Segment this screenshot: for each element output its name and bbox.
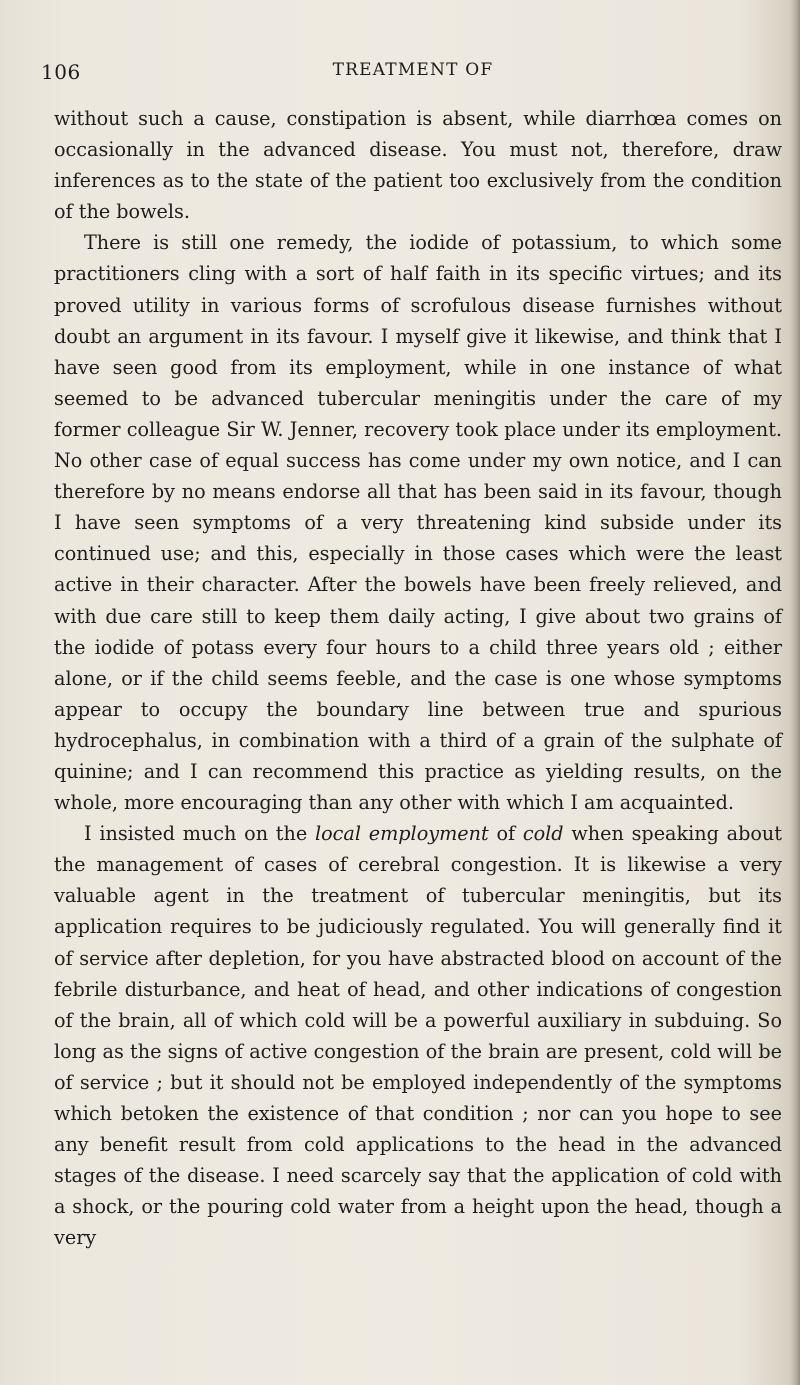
page-header xyxy=(41,60,771,90)
paragraph-1: without such a cause, constipation is absent, while diarrhœa comes on occasionally in the advanced disease. You must not, therefore, draw inferences as to the state of the patient too exclusively from the condition of the bowels. xyxy=(54,107,782,224)
emphasis-local-employment: local employment xyxy=(314,822,489,846)
running-title: TREATMENT OF xyxy=(332,60,494,80)
paragraph-3-text-rest: when speaking about the management of cases of cerebral congestion. It is likewise a very valuable agent in the treatment of tubercular meningitis, but its application requires to be judiciously regulated. You will generally find it of service after depletion, for you have abstracted blood on account of the febrile disturbance, and heat of head, and other indications of congestion of the brain, all of which cold will be a powerful auxiliary in subduing. So long as the signs of active congestion of the brain are present, cold will be of service ; but it should not be employed independently of the symptoms which betoken the existence of that condition ; nor can you hope to see any benefit result from cold applications to the head in the advanced stages of the disease. I need scarcely say that the application of cold with a shock, or the pouring cold water from a height upon the head, though a very xyxy=(54,822,782,1250)
page-edge-shadow xyxy=(790,0,800,1385)
paragraph-2: There is still one remedy, the iodide of potassium, to which some practitioners cling with a sort of half faith in its specific virtues; and its proved utility in various forms of scrofulous disease furnishes without doubt an argument in its favour. I myself give it likewise, and think that I have seen good from its employment, while in one instance of what seemed to be advanced tubercular meningitis under the care of my former colleague Sir W. Jenner, recovery took place under its employment. No other case of equal success has come under my own notice, and I can therefore by no means endorse all that has been said in its favour, though I have seen symptoms of a very threatening kind subside under its continued use; and this, especially in those cases which were the least active in their character. After the bowels have been freely relieved, and with due care still to keep them daily acting, I give about two grains of the iodide of potass every four hours to a child three years old ; either alone, or if the child seems feeble, and the case is one whose symptoms appear to occupy the boundary line between true and spurious hydrocephalus, in combination with a third of a grain of the sulphate of quinine; and I can recommend this practice as yielding results, on the whole, more encouraging than any other with which I am acquainted. xyxy=(54,231,782,815)
paragraph-3-text-of: of xyxy=(488,822,523,846)
paragraph-3 xyxy=(54,818,782,1253)
page-number: 106 xyxy=(41,60,81,84)
emphasis-cold: cold xyxy=(522,822,564,846)
body-text xyxy=(54,103,782,1253)
paragraph-3-text-start: I insisted much on the xyxy=(84,822,315,846)
